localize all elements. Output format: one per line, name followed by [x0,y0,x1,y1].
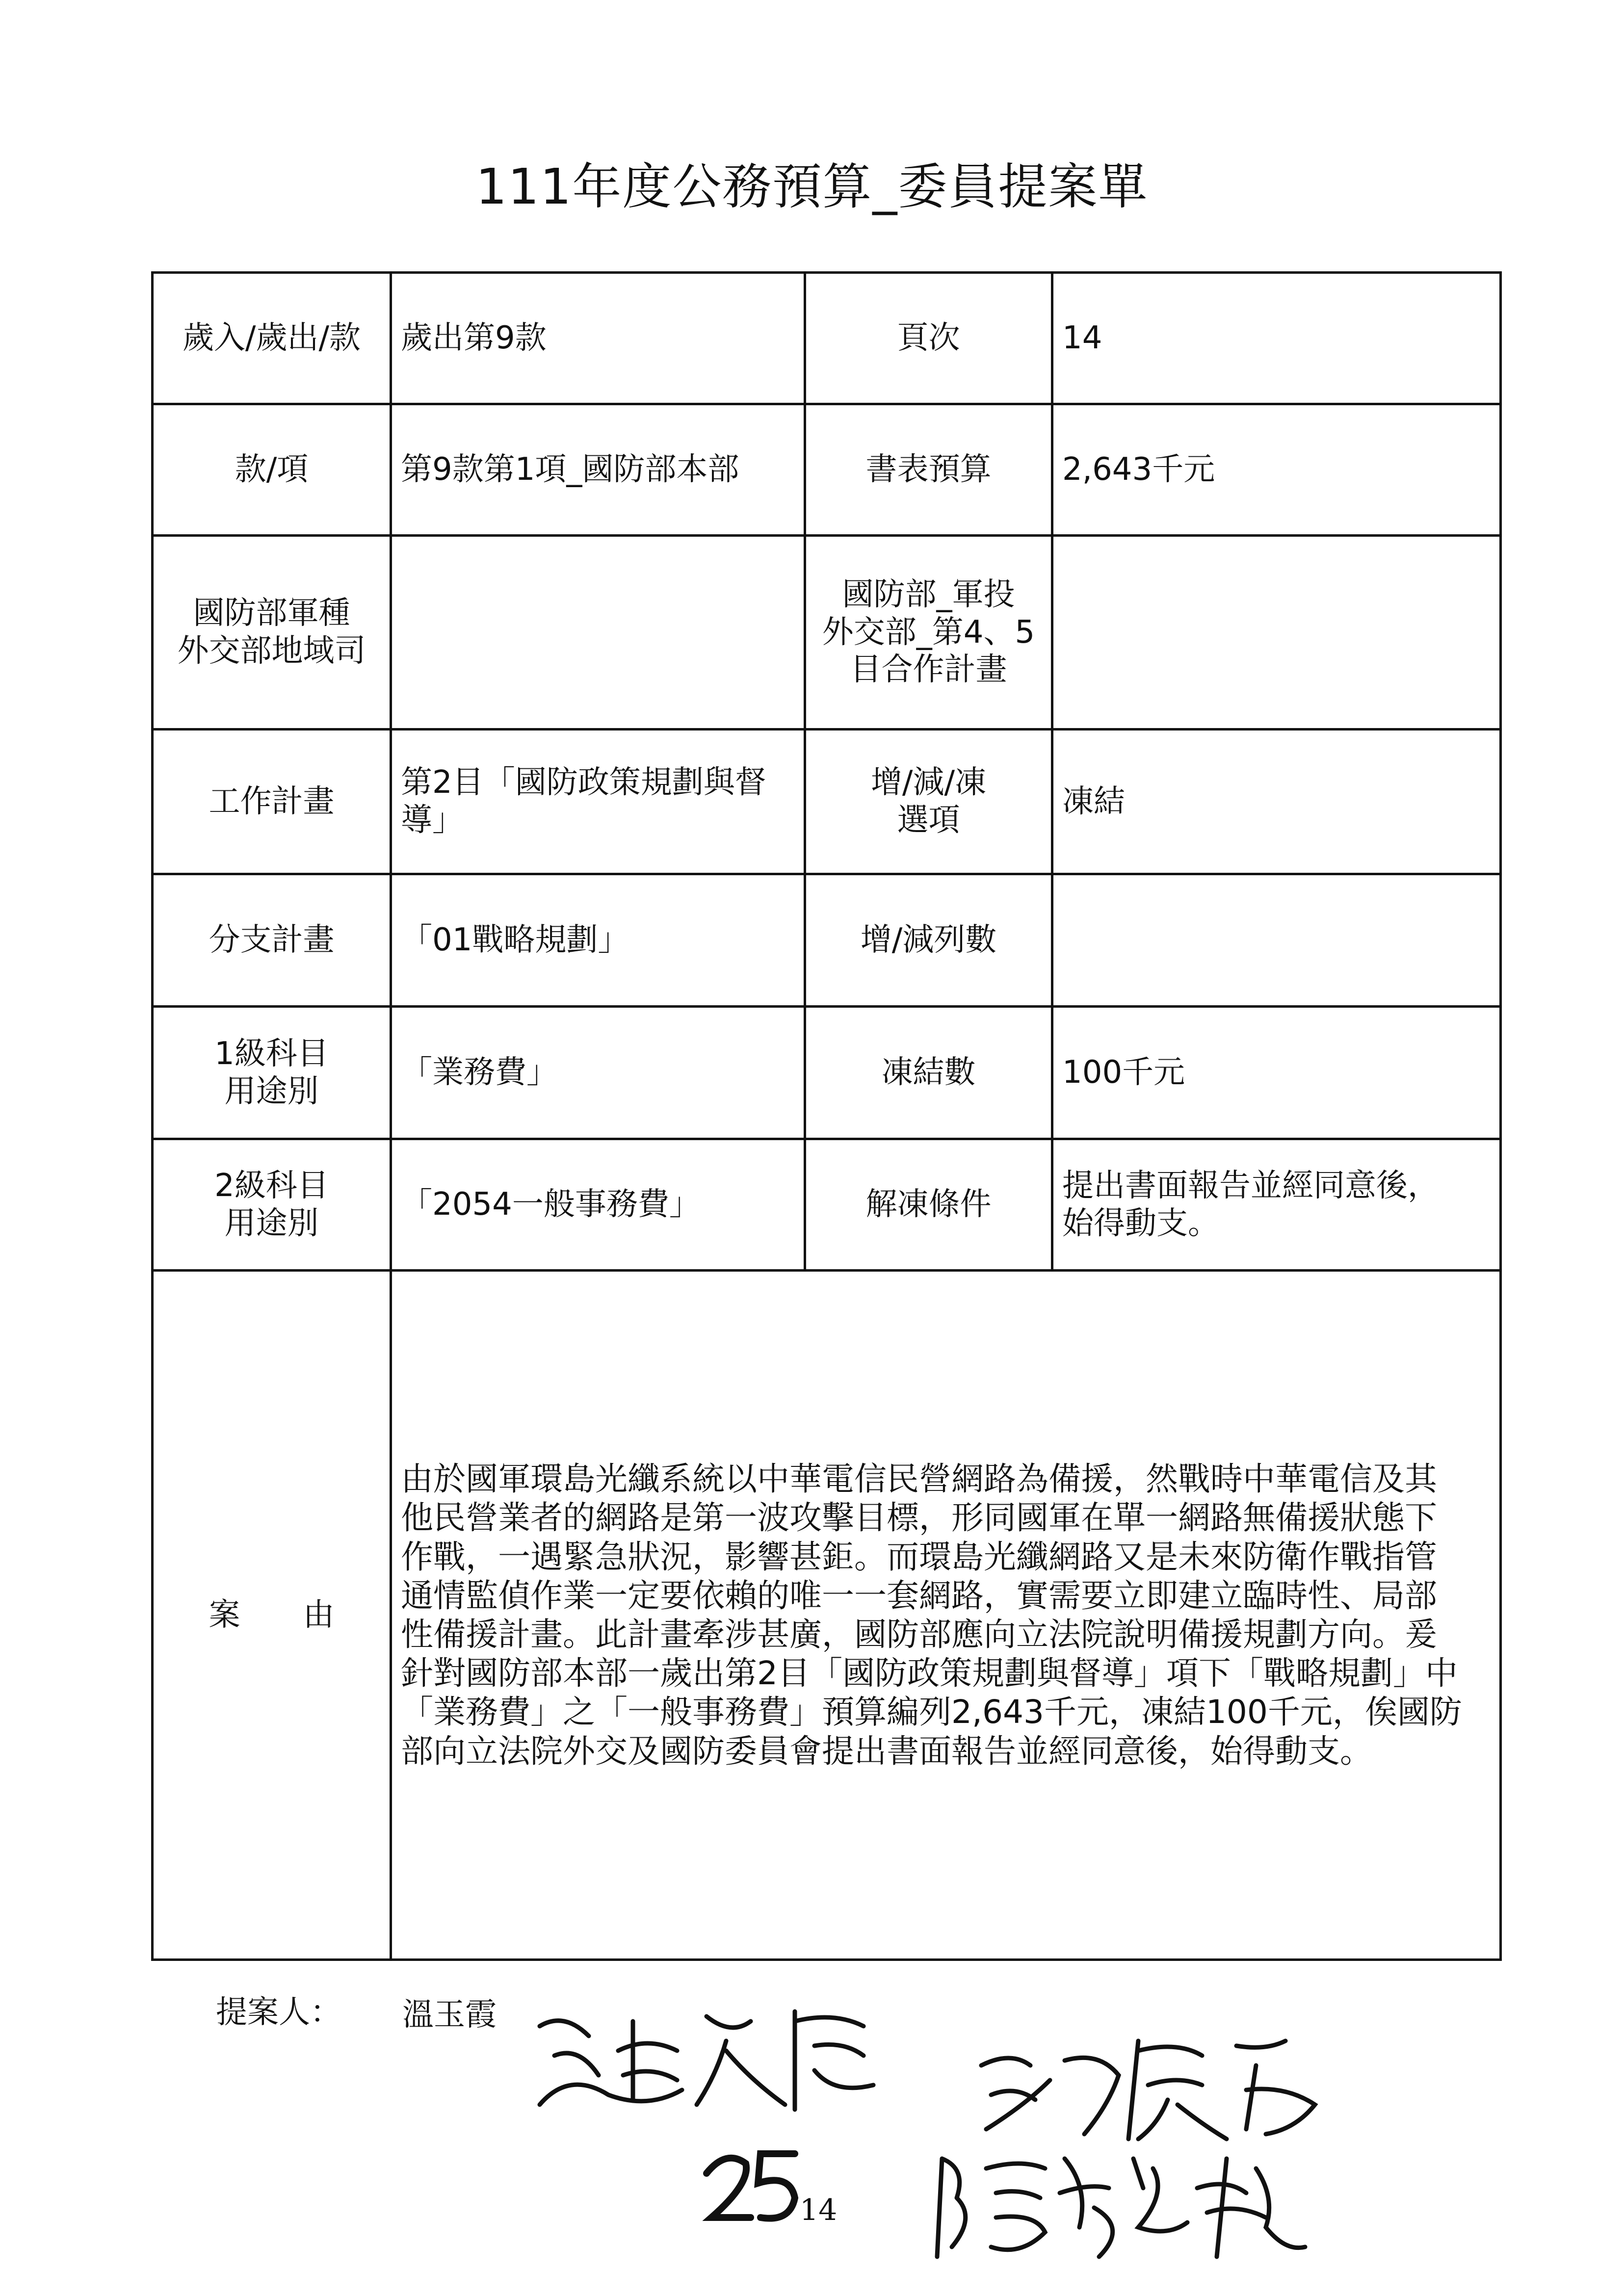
form-row [153,730,1501,874]
signature-1 [520,1992,893,2119]
field-value: 第9款第1項_國防部本部 [391,404,805,536]
field-value: 「業務費」 [391,1007,805,1139]
reason-line: 「業務費」之「一般事務費」預算編列2,643千元，凍結100千元，俟國防 [401,1693,1462,1731]
form-row [153,273,1501,404]
field-label: 增/減/凍 選項 [805,730,1052,874]
page-number: 14 [800,2193,838,2227]
field-label: 2級科目 用途別 [153,1139,391,1271]
field-value [1052,536,1501,730]
field-value: 「01戰略規劃」 [391,874,805,1007]
field-value: 凍結 [1052,730,1501,874]
field-label: 書表預算 [805,404,1052,536]
proposer-label: 提案人： [216,1994,341,2031]
field-value: 14 [1052,273,1501,404]
field-value [391,536,805,730]
field-value: 2,643千元 [1052,404,1501,536]
field-value: 第2目「國防政策規劃與督 導」 [391,730,805,874]
field-label: 增/減列數 [805,874,1052,1007]
proposer-name: 溫玉霞 [402,1997,497,2033]
field-label: 款/項 [153,404,391,536]
field-label: 歲入/歲出/款 [153,273,391,404]
reason-label: 案 由 [153,1271,391,1960]
field-label: 1級科目 用途別 [153,1007,391,1139]
reason-line: 通情監偵作業一定要依賴的唯一一套網路，實需要立即建立臨時性、局部 [401,1576,1437,1615]
proposal-form-table [151,271,1502,1961]
field-value: 歲出第9款 [391,273,805,404]
reason-line: 性備援計畫。此計畫牽涉甚廣，國防部應向立法院說明備援規劃方向。爰 [401,1616,1437,1653]
reason-row [153,1271,1501,1960]
form-row [153,1139,1501,1271]
signature-3 [922,2129,1315,2276]
field-label: 工作計畫 [153,730,391,874]
reason-text [391,1271,1501,1960]
form-row [153,404,1501,536]
field-label: 頁次 [805,273,1052,404]
field-value: 提出書面報告並經同意後， 始得動支。 [1052,1139,1501,1271]
reason-line: 針對國防部本部一歲出第2目「國防政策規劃與督導」項下「戰略規劃」中 [401,1654,1458,1693]
reason-line: 作戰，一遇緊急狀況，影響甚鉅。而環島光纖網路又是未來防衛作戰指管 [401,1538,1437,1576]
field-label: 國防部_軍投 外交部_第4、5 目合作計畫 [805,536,1052,730]
field-value: 100千元 [1052,1007,1501,1139]
reason-line: 部向立法院外交及國防委員會提出書面報告並經同意後，始得動支。 [401,1732,1372,1770]
field-value [1052,874,1501,1007]
signature-number-25 [697,2144,805,2232]
field-label: 國防部軍種 外交部地域司 [153,536,391,730]
field-label: 凍結數 [805,1007,1052,1139]
form-row [153,536,1501,730]
reason-line: 他民營業者的網路是第一波攻擊目標，形同國軍在單一網路無備援狀態下 [401,1499,1437,1537]
reason-line: 由於國軍環島光纖系統以中華電信民營網路為備援，然戰時中華電信及其 [401,1460,1437,1498]
field-label: 分支計畫 [153,874,391,1007]
form-row [153,1007,1501,1139]
form-row [153,874,1501,1007]
field-value: 「2054一般事務費」 [391,1139,805,1271]
field-label: 解凍條件 [805,1139,1052,1271]
page-title: 111年度公務預算_委員提案單 [475,158,1149,215]
